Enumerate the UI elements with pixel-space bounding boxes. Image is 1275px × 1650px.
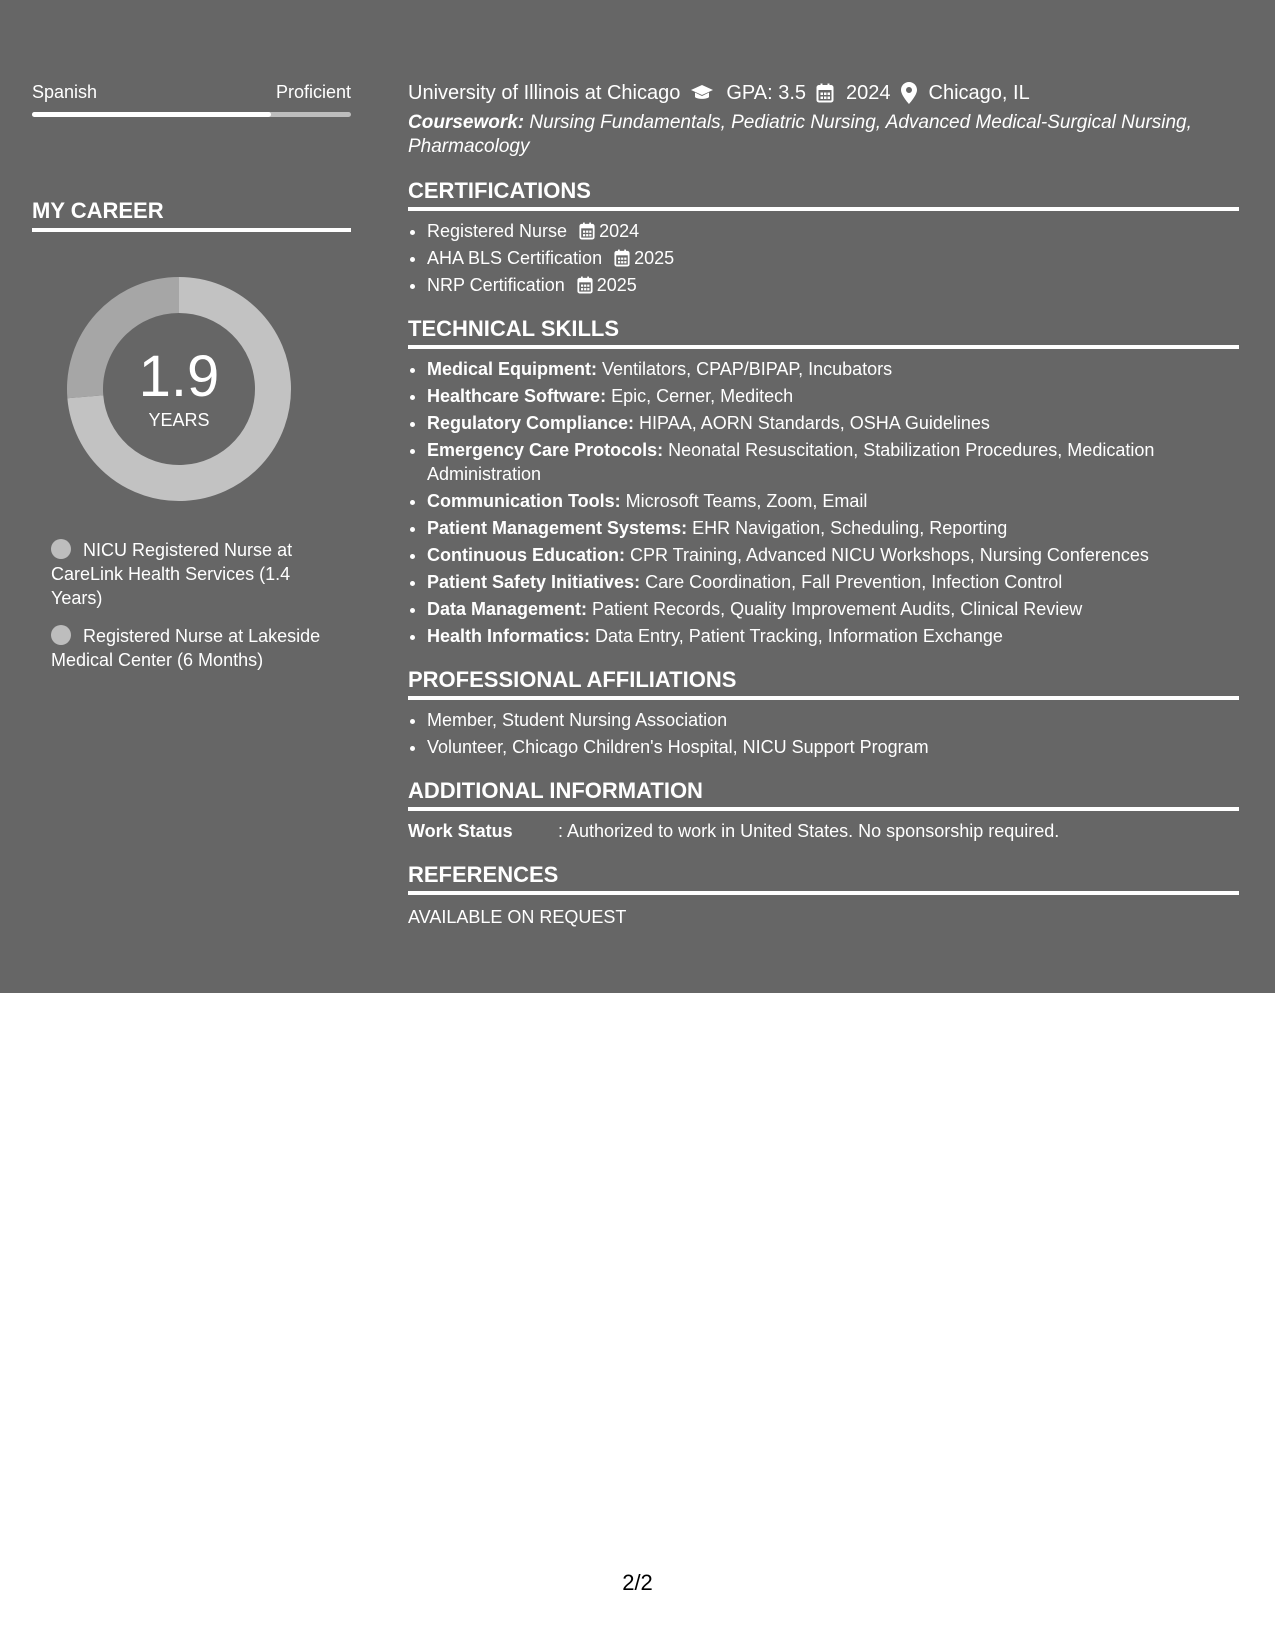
skill-text: CPR Training, Advanced NICU Workshops, Nursing Conferences — [624, 545, 1149, 565]
skills-title: TECHNICAL SKILLS — [408, 315, 1239, 349]
skill-item — [427, 411, 1239, 435]
work-status-label: Work Status — [408, 821, 513, 841]
skill-label: Patient Management Systems: — [427, 518, 688, 538]
certification-year: 2025 — [634, 248, 675, 268]
skill-label: Medical Equipment: — [427, 359, 598, 379]
skill-label: Healthcare Software: — [427, 386, 607, 406]
skill-item — [427, 543, 1239, 567]
career-item-text: Registered Nurse at Lakeside Medical Center (6 Months) — [51, 626, 321, 670]
certifications-title: CERTIFICATIONS — [408, 177, 1239, 211]
calendar-icon — [579, 222, 595, 240]
skill-text: Neonatal Resuscitation, Stabilization Procedures, Medication Administration — [427, 440, 1155, 484]
skill-text: Microsoft Teams, Zoom, Email — [620, 491, 868, 511]
coursework-text: Nursing Fundamentals, Pediatric Nursing, Advanced Medical-Surgical Nursing, Pharmacology — [408, 112, 1192, 157]
education-coursework — [408, 111, 1239, 159]
right-column — [408, 80, 1239, 929]
affiliations-title: PROFESSIONAL AFFILIATIONS — [408, 666, 1239, 700]
affiliation-item: • Member, Student Nursing Association — [427, 708, 1239, 732]
calendar-icon — [614, 249, 630, 267]
career-total-unit: YEARS — [148, 410, 210, 430]
skill-text: EHR Navigation, Scheduling, Reporting — [687, 518, 1008, 538]
skill-item — [427, 357, 1239, 381]
certification-year: 2024 — [599, 221, 640, 241]
affiliations-list — [427, 708, 1239, 759]
left-column — [32, 80, 351, 686]
career-list — [51, 538, 341, 672]
language-row — [32, 80, 351, 104]
education-entry — [408, 80, 1239, 159]
certification-item — [427, 246, 1239, 270]
references-title: REFERENCES — [408, 861, 1239, 895]
skill-text: Epic, Cerner, Meditech — [606, 386, 794, 406]
education-location: Chicago, IL — [928, 82, 1030, 104]
skill-item — [427, 597, 1239, 621]
career-dot-icon — [51, 539, 71, 559]
calendar-icon — [577, 276, 593, 294]
education-gpa: GPA: 3.5 — [726, 82, 807, 104]
career-donut-center — [66, 276, 292, 502]
skills-section — [408, 315, 1239, 648]
certification-name: Registered Nurse — [427, 221, 568, 241]
references-text: AVAILABLE ON REQUEST — [408, 907, 627, 927]
skill-label: Continuous Education: — [427, 545, 625, 565]
skill-label: Emergency Care Protocols: — [427, 440, 664, 460]
skill-item — [427, 570, 1239, 594]
language-level-bar — [32, 112, 351, 117]
career-donut-chart — [66, 276, 292, 502]
career-dot-icon — [51, 625, 71, 645]
language-entry — [32, 80, 351, 117]
career-heading: MY CAREER — [32, 197, 351, 232]
skill-item — [427, 384, 1239, 408]
skill-label: Health Informatics: — [427, 626, 591, 646]
language-name: Spanish — [32, 82, 98, 102]
skill-text: Ventilators, CPAP/BIPAP, Incubators — [597, 359, 893, 379]
coursework-label: Coursework: — [408, 112, 525, 133]
education-line — [408, 80, 1239, 106]
affiliations-section — [408, 666, 1239, 759]
calendar-icon — [816, 83, 834, 103]
location-pin-icon — [901, 82, 917, 104]
skill-item — [427, 624, 1239, 648]
skill-label: Communication Tools: — [427, 491, 621, 511]
skill-text: Care Coordination, Fall Prevention, Infection Control — [640, 572, 1063, 592]
skill-item — [427, 516, 1239, 540]
certifications-section — [408, 177, 1239, 297]
graduation-cap-icon — [690, 84, 714, 102]
skill-label: Patient Safety Initiatives: — [427, 572, 641, 592]
certification-name: AHA BLS Certification — [427, 248, 603, 268]
additional-info-section — [408, 777, 1239, 843]
skill-item — [427, 438, 1239, 486]
language-level: Proficient — [275, 82, 351, 102]
education-school: University of Illinois at Chicago — [408, 82, 681, 104]
certification-year: 2025 — [596, 275, 637, 295]
skill-text: HIPAA, AORN Standards, OSHA Guidelines — [634, 413, 990, 433]
certification-name: NRP Certification — [427, 275, 565, 295]
skill-item — [427, 489, 1239, 513]
references-section — [408, 861, 1239, 929]
skill-text: Patient Records, Quality Improvement Audits, Clinical Review — [587, 599, 1083, 619]
work-status-value: : Authorized to work in United States. No sponsorship required. — [558, 821, 1060, 841]
certifications-list — [427, 219, 1239, 297]
work-status-row — [408, 819, 1239, 843]
career-total-number: 1.9 — [138, 344, 220, 409]
certification-item — [427, 273, 1239, 297]
skill-text: Data Entry, Patient Tracking, Information Exchange — [590, 626, 1003, 646]
career-item — [51, 538, 341, 610]
page-number: 2/2 — [622, 1570, 653, 1595]
affiliation-item: • Volunteer, Chicago Children's Hospital, NICU Support Program — [427, 735, 1239, 759]
education-year: 2024 — [846, 82, 891, 104]
skills-list — [427, 357, 1239, 648]
career-item — [51, 624, 341, 672]
career-item-text: NICU Registered Nurse at CareLink Health Services (1.4 Years) — [51, 540, 293, 608]
skill-label: Data Management: — [427, 599, 588, 619]
additional-info-title: ADDITIONAL INFORMATION — [408, 777, 1239, 811]
certification-item — [427, 219, 1239, 243]
skill-label: Regulatory Compliance: — [427, 413, 635, 433]
language-level-fill — [32, 112, 271, 117]
